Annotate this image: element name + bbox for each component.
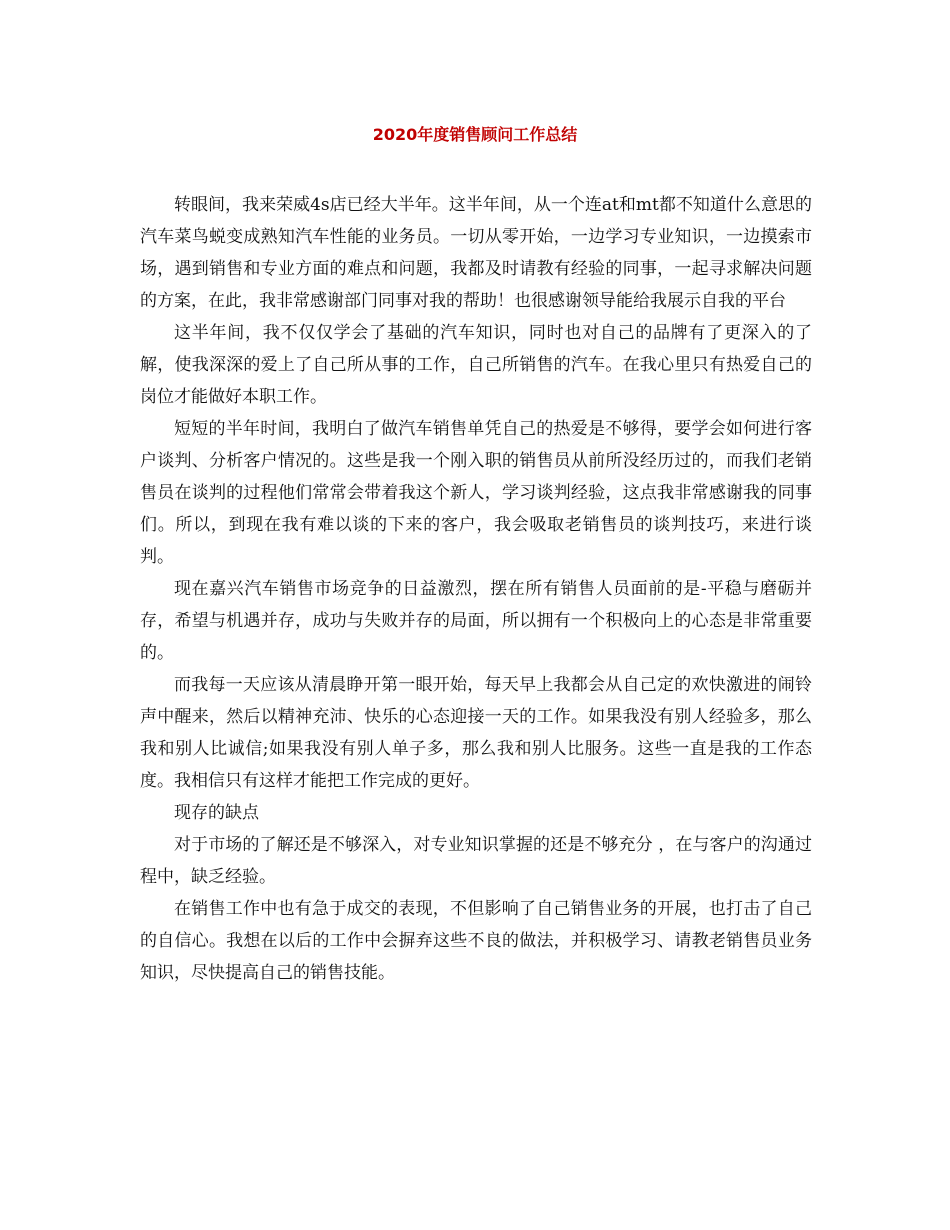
document-title: 2020年度销售顾问工作总结 (372, 125, 578, 144)
paragraph: 转眼间，我来荣威4s店已经大半年。这半年间，从一个连at和mt都不知道什么意思的汽车菜鸟蜕变成熟知汽车性能的业务员。一切从零开始，一边学习专业知识，一边摸索市场，遇到销售和专业方面的难点和问题，我都及时请教有经验的同事，一起寻求解决问题的方案，在此，我非常感谢部门同事对我的帮助！也很感谢领导能给我展示自我的平台 (140, 195, 812, 311)
paragraph: 现在嘉兴汽车销售市场竞争的日益激烈，摆在所有销售人员面前的是-平稳与磨砺并存，希望与机遇并存，成功与失败并存的局面，所以拥有一个积极向上的心态是非常重要的。 (140, 579, 812, 663)
document-body (140, 189, 812, 989)
paragraph: 对于市场的了解还是不够深入，对专业知识掌握的还是不够充分 ，在与客户的沟通过程中，缺乏经验。 (140, 835, 812, 887)
paragraph: 这半年间，我不仅仅学会了基础的汽车知识，同时也对自己的品牌有了更深入的了解，使我深深的爱上了自己所从事的工作，自己所销售的汽车。在我心里只有热爱自己的岗位才能做好本职工作。 (140, 323, 812, 407)
section-heading-shortcomings: 现存的缺点 (174, 803, 259, 823)
paragraph: 短短的半年时间，我明白了做汽车销售单凭自己的热爱是不够得，要学会如何进行客户谈判、分析客户情况的。这些是我一个刚入职的销售员从前所没经历过的，而我们老销售员在谈判的过程他们常常会带着我这个新人，学习谈判经验，这点我非常感谢我的同事们。所以，到现在我有难以谈的下来的客户，我会吸取老销售员的谈判技巧，来进行谈判。 (140, 419, 812, 567)
paragraph: 而我每一天应该从清晨睁开第一眼开始，每天早上我都会从自己定的欢快激进的闹铃声中醒来，然后以精神充沛、快乐的心态迎接一天的工作。如果我没有别人经验多，那么我和别人比诚信;如果我没有别人单子多，那么我和别人比服务。这些一直是我的工作态度。我相信只有这样才能把工作完成的更好。 (140, 675, 812, 791)
paragraph: 在销售工作中也有急于成交的表现，不但影响了自己销售业务的开展，也打击了自己的自信心。我想在以后的工作中会摒弃这些不良的做法，并积极学习、请教老销售员业务知识，尽快提高自己的销售技能。 (140, 899, 812, 983)
